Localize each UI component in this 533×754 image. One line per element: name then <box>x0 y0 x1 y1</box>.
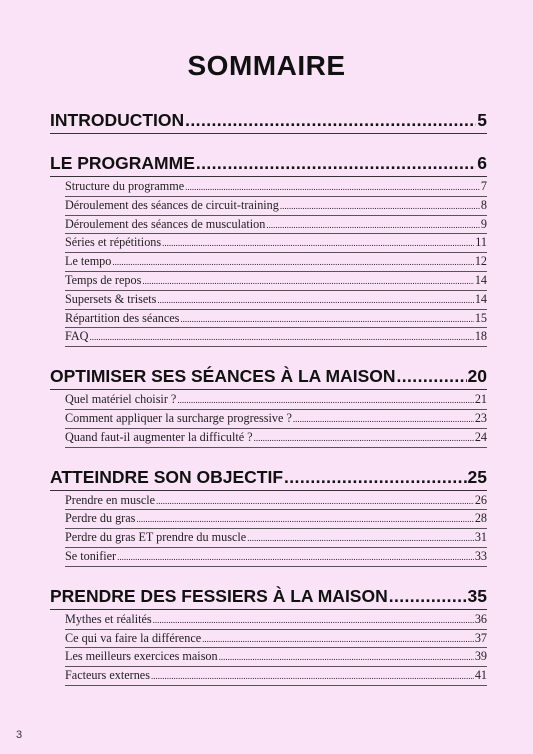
dot-leader <box>185 108 476 132</box>
toc-section-page: 5 <box>477 110 487 130</box>
toc-item-label: Déroulement des séances de musculation <box>65 216 266 231</box>
toc-section-entry[interactable] <box>50 151 487 175</box>
toc-section-title: OPTIMISER SES SÉANCES À LA MAISON <box>50 366 396 387</box>
toc-section <box>50 364 487 447</box>
section-underline <box>50 176 487 177</box>
toc-item[interactable] <box>65 178 487 196</box>
dot-leader <box>185 178 480 197</box>
toc-item-label: Séries et répétitions <box>65 235 162 250</box>
toc-item[interactable] <box>65 510 487 528</box>
section-underline <box>50 609 487 610</box>
section-underline <box>50 133 487 134</box>
toc-item[interactable] <box>65 492 487 510</box>
dot-leader <box>162 234 474 253</box>
toc-item[interactable] <box>65 648 487 666</box>
toc-item[interactable] <box>65 429 487 447</box>
dot-leader <box>136 510 473 529</box>
toc-item-label: Quand faut-il augmenter la difficulté ? <box>65 429 253 444</box>
toc-subitems <box>50 492 487 567</box>
toc-item[interactable] <box>65 630 487 648</box>
table-of-contents <box>50 108 487 686</box>
toc-item-label: Prendre en muscle <box>65 492 156 507</box>
toc-item-page: 41 <box>474 668 487 683</box>
toc-item[interactable] <box>65 529 487 547</box>
dot-leader <box>389 584 467 608</box>
dot-leader <box>219 648 474 667</box>
dot-leader <box>254 429 474 448</box>
toc-item-label: Supersets & trisets <box>65 291 157 306</box>
toc-item-page: 11 <box>475 235 487 250</box>
toc-item-page: 31 <box>474 530 487 545</box>
toc-item-page: 36 <box>474 611 487 626</box>
toc-item-label: Ce qui va faire la différence <box>65 630 202 645</box>
toc-section-page: 25 <box>467 466 487 487</box>
toc-item[interactable] <box>65 272 487 290</box>
toc-item-label: Se tonifier <box>65 548 117 563</box>
toc-item-page: 12 <box>474 254 487 269</box>
toc-subitems <box>50 611 487 686</box>
page-title: SOMMAIRE <box>187 50 346 81</box>
toc-item-page: 28 <box>474 511 487 526</box>
toc-item-label: Répartition des séances <box>65 310 180 325</box>
dot-leader <box>157 291 473 310</box>
dot-leader <box>280 197 480 216</box>
dot-leader <box>142 272 473 291</box>
toc-section-title: PRENDRE DES FESSIERS À LA MAISON <box>50 585 388 606</box>
dot-leader <box>247 529 474 548</box>
toc-item[interactable] <box>65 548 487 566</box>
toc-item-page: 21 <box>474 392 487 407</box>
dot-leader <box>177 391 473 410</box>
section-underline <box>50 389 487 390</box>
dot-leader <box>397 364 467 388</box>
section-underline <box>50 490 487 491</box>
toc-section-title: LE PROGRAMME <box>50 153 195 173</box>
toc-item-page: 18 <box>474 329 487 344</box>
toc-item-page: 37 <box>474 630 487 645</box>
toc-item-label: Temps de repos <box>65 272 142 287</box>
toc-item-page: 7 <box>480 179 487 193</box>
toc-item-label: Perdre du gras <box>65 511 136 526</box>
toc-item-label: Le tempo <box>65 254 112 269</box>
dot-leader <box>112 253 473 272</box>
toc-item-page: 8 <box>480 197 487 212</box>
toc-item-label: Mythes et réalités <box>65 611 152 626</box>
dot-leader <box>196 151 476 175</box>
toc-section <box>50 465 487 567</box>
toc-section-page: 6 <box>477 153 487 173</box>
toc-item-label: Les meilleurs exercices maison <box>65 649 218 664</box>
toc-item[interactable] <box>65 310 487 328</box>
dot-leader <box>89 328 473 347</box>
toc-item[interactable] <box>65 253 487 271</box>
dot-leader <box>284 465 467 489</box>
dot-leader <box>117 548 474 567</box>
toc-item[interactable] <box>65 234 487 252</box>
toc-item-label: Structure du programme <box>65 179 185 193</box>
toc-section-entry[interactable] <box>50 364 487 388</box>
toc-item-page: 39 <box>474 649 487 664</box>
toc-item-page: 14 <box>474 291 487 306</box>
dot-leader <box>180 310 473 329</box>
toc-item-page: 15 <box>474 310 487 325</box>
toc-section <box>50 151 487 347</box>
toc-item-page: 14 <box>474 272 487 287</box>
toc-section-entry[interactable] <box>50 108 487 132</box>
toc-item-label: Déroulement des séances de circuit-training <box>65 197 279 212</box>
toc-item-label: FAQ <box>65 329 89 344</box>
toc-item-page: 33 <box>474 548 487 563</box>
toc-item-page: 24 <box>474 429 487 444</box>
dot-leader <box>156 492 474 511</box>
page-number: 3 <box>16 729 23 741</box>
toc-item-label: Quel matériel choisir ? <box>65 392 177 407</box>
toc-item-page: 9 <box>480 216 487 231</box>
toc-subitems <box>50 391 487 447</box>
toc-section-entry[interactable] <box>50 465 487 489</box>
toc-item[interactable] <box>65 410 487 428</box>
toc-item[interactable] <box>65 328 487 346</box>
toc-section-page: 20 <box>467 366 487 387</box>
toc-section-page: 35 <box>467 585 487 606</box>
toc-item[interactable] <box>65 291 487 309</box>
toc-section <box>50 108 487 134</box>
dot-leader <box>202 630 474 649</box>
dot-leader <box>153 611 474 630</box>
toc-item-page: 23 <box>474 410 487 425</box>
toc-item-label: Perdre du gras ET prendre du muscle <box>65 530 247 545</box>
toc-item[interactable] <box>65 667 487 685</box>
toc-item-label: Comment appliquer la surcharge progressive ? <box>65 410 292 425</box>
dot-leader <box>151 667 474 686</box>
toc-item[interactable] <box>65 197 487 215</box>
toc-section-title: ATTEINDRE SON OBJECTIF <box>50 466 284 487</box>
toc-item-page: 26 <box>474 492 487 507</box>
toc-item[interactable] <box>65 216 487 234</box>
toc-section <box>50 584 487 686</box>
toc-subitems <box>50 178 487 347</box>
toc-item[interactable] <box>65 611 487 629</box>
dot-leader <box>293 410 474 429</box>
dot-leader <box>266 216 480 235</box>
toc-item[interactable] <box>65 391 487 409</box>
toc-section-entry[interactable] <box>50 584 487 608</box>
toc-item-label: Facteurs externes <box>65 668 150 683</box>
toc-section-title: INTRODUCTION <box>50 110 185 130</box>
